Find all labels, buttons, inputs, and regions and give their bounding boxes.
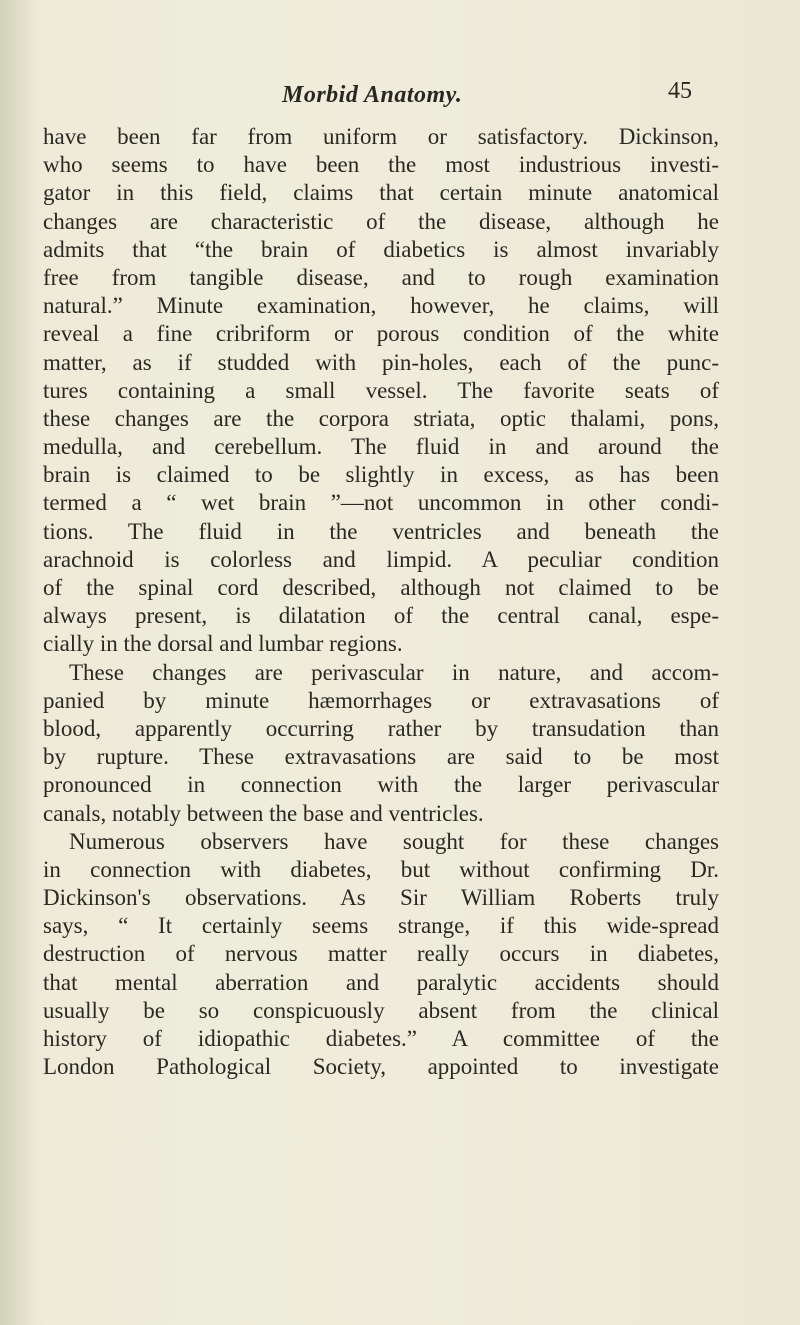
text-line: gator in this field, claims that certain minute anatomical — [43, 180, 719, 206]
text-line: Dickinson's observations. As Sir William Roberts truly — [43, 885, 719, 911]
text-line: pronounced in connection with the larger perivascular — [43, 772, 719, 798]
text-line: reveal a fine cribriform or porous condition of the white — [43, 321, 719, 347]
text-line: who seems to have been the most industrious investi- — [43, 152, 719, 178]
text-line: by rupture. These extravasations are said to be most — [43, 744, 719, 770]
page-gutter-shadow — [0, 0, 34, 1325]
text-line: matter, as if studded with pin-holes, each of the punc- — [43, 349, 719, 375]
text-line: in connection with diabetes, but without confirming Dr. — [43, 856, 719, 882]
text-line: destruction of nervous matter really occurs in diabetes, — [43, 941, 719, 967]
text-line: panied by minute hæmorrhages or extravasations of — [43, 687, 719, 713]
text-line: canals, notably between the base and ventricles. — [43, 800, 484, 826]
text-line: history of idiopathic diabetes.” A committee of the — [43, 1026, 719, 1051]
text-line: London Pathological Society, appointed to investigate — [43, 1054, 719, 1080]
running-head: Morbid Anatomy. — [282, 82, 463, 108]
text-line: says, “ It certainly seems strange, if this wide-spread — [43, 913, 719, 939]
text-line: termed a “ wet brain ”—not uncommon in other condi- — [43, 490, 719, 516]
text-line: free from tangible disease, and to rough examination — [43, 264, 719, 290]
text-line: of the spinal cord described, although not claimed to be — [43, 575, 719, 600]
page-number: 45 — [668, 78, 692, 104]
text-line: always present, is dilatation of the central canal, espe- — [43, 603, 719, 629]
text-line: tures containing a small vessel. The favorite seats of — [43, 377, 719, 403]
text-line: these changes are the corpora striata, optic thalami, pons, — [43, 405, 719, 431]
text-line: admits that “the brain of diabetics is almost invariably — [43, 236, 719, 262]
text-line: medulla, and cerebellum. The fluid in and around the — [43, 434, 719, 460]
text-line: changes are characteristic of the disease, although he — [43, 208, 719, 234]
text-line: blood, apparently occurring rather by transudation than — [43, 715, 719, 741]
text-line: Numerous observers have sought for these changes — [69, 828, 719, 854]
text-line: have been far from uniform or satisfactory. Dickinson, — [43, 124, 719, 149]
body-text — [43, 123, 719, 1081]
page-header — [0, 78, 800, 112]
text-line: brain is claimed to be slightly in excess, as has been — [43, 462, 719, 488]
text-line: These changes are perivascular in nature, and accom- — [69, 659, 719, 685]
text-line: arachnoid is colorless and limpid. A peculiar condition — [43, 546, 719, 572]
text-line: that mental aberration and paralytic accidents should — [43, 969, 719, 995]
text-line: cially in the dorsal and lumbar regions. — [43, 631, 403, 657]
text-line: tions. The fluid in the ventricles and beneath the — [43, 518, 719, 544]
text-line: usually be so conspicuously absent from the clinical — [43, 997, 719, 1023]
text-line: natural.” Minute examination, however, he claims, will — [43, 293, 719, 319]
